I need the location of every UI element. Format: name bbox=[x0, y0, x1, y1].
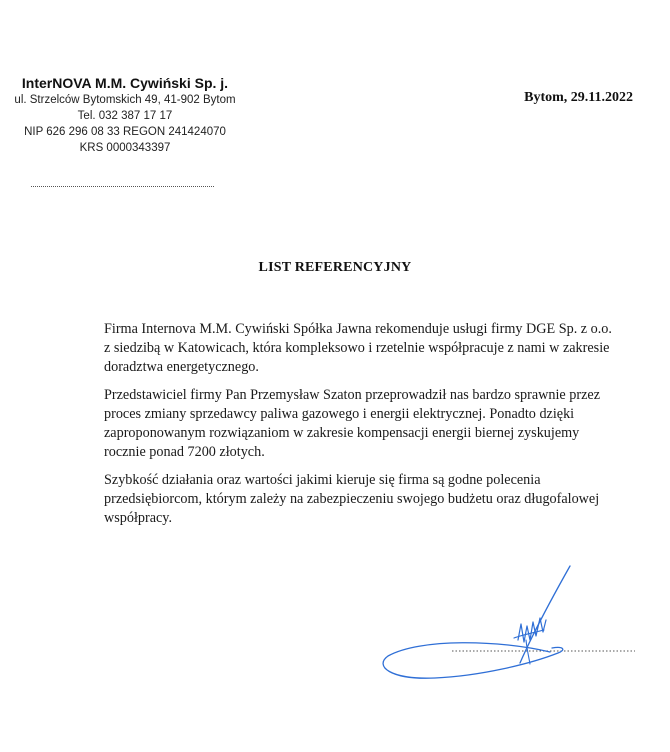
company-krs: KRS 0000343397 bbox=[79, 142, 171, 154]
signature-loop bbox=[383, 643, 563, 678]
company-name: InterNOVA M.M. Cywiński Sp. j. bbox=[21, 75, 229, 91]
handwritten-signature bbox=[380, 560, 640, 700]
company-header bbox=[0, 74, 250, 156]
letter-body bbox=[104, 320, 614, 537]
paragraph-2: Przedstawiciel firmy Pan Przemysław Szaton przeprowadził nas bardzo sprawnie przez proces zmiany sprzedawcy paliwa gazowego i energii elektrycznej. Ponadto dzięki zaproponowanym rozwiązaniom w zakresie kompensacji energii biernej zyskujemy rocznie ponad 7200 złotych. bbox=[104, 387, 600, 460]
paragraph-3: Szybkość działania oraz wartości jakimi kieruje się firma są godne polecenia przedsiębiorcom, którym zależy na zabezpieczeniu swojego budżetu oraz długofalowej współpracy. bbox=[104, 472, 600, 526]
letter-date: Bytom, 29.11.2022 bbox=[524, 90, 633, 105]
company-address: ul. Strzelców Bytomskich 49, 41-902 Bytom bbox=[14, 94, 236, 106]
stamp-dotted-line bbox=[31, 186, 214, 187]
company-phone: Tel. 032 387 17 17 bbox=[77, 110, 173, 122]
letter-title: LIST REFERENCYJNY bbox=[258, 260, 412, 275]
paragraph-1: Firma Internova M.M. Cywiński Spółka Jawna rekomenduje usługi firmy DGE Sp. z o.o. z siedzibą w Katowicach, która kompleksowo i rzetelnie współpracuje z nami w zakresie doradztwa energetycznego. bbox=[104, 321, 612, 375]
company-nip-regon: NIP 626 296 08 33 REGON 241424070 bbox=[24, 126, 226, 138]
